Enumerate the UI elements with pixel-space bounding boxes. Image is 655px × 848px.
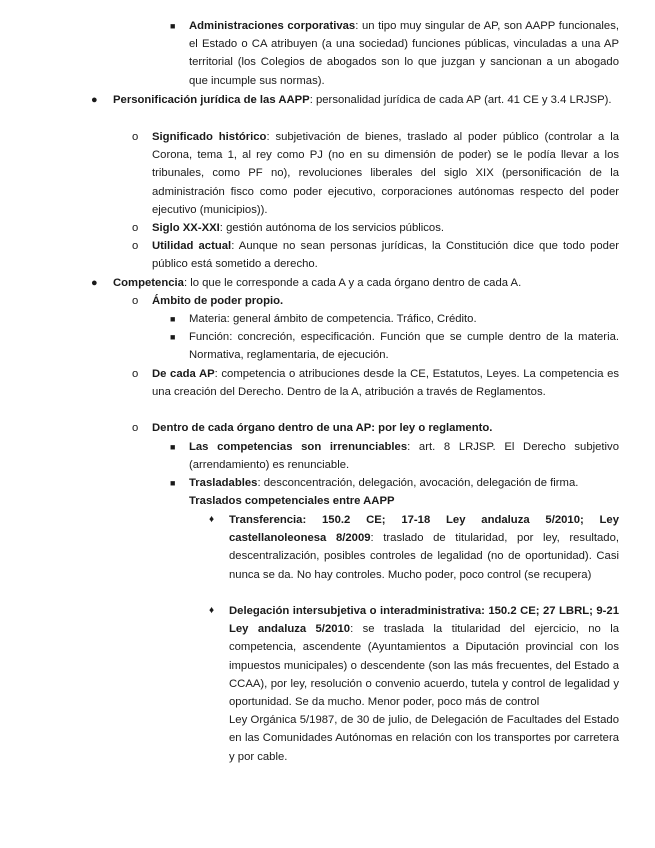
item-competencias-irrenunciables [189,438,619,474]
circle-bullet-icon: o [132,422,139,434]
item-ambito-poder-propio [152,292,619,310]
circle-bullet-icon: o [132,131,139,143]
item-text: : competencia o atribuciones desde la CE, Estatutos, Leyes. La competencia es una creación del Derecho. Dentro de la A, atribución a través de Reglamentos. [152,368,619,399]
item-text: : gestión autónoma de los servicios públicos. [219,222,444,234]
square-bullet-icon: ■ [170,478,176,488]
circle-bullet-icon: o [132,368,139,380]
item-text: : subjetivación de bienes, traslado al poder público (controlar a la Corona, tema 1, al rey como PJ (no en su dimensión de poder) se le podía llevar a los tribunales, como PF no), revoluciones liberales del siglo XIX (personificación de la administración fisco como poder ejecutivo, corporaciones autónomas respecto del poder ejecutivo (municipios)). [152,131,619,216]
disc-bullet-icon: ● [91,94,98,106]
circle-bullet-icon: o [132,222,139,234]
circle-bullet-icon: o [132,240,139,252]
item-lead: De cada AP [152,368,215,380]
item-lead: Ámbito de poder propio. [152,295,284,307]
item-lead: Trasladables [189,477,258,489]
item-de-cada-ap [152,365,619,401]
item-delegacion-intersubjetiva [229,602,619,766]
circle-bullet-icon: o [132,295,139,307]
item-text: : desconcentración, delegación, avocación, delegación de firma. [257,477,579,489]
item-lead: Dentro de cada órgano dentro de una AP: por ley o reglamento. [152,422,493,434]
item-lead: Siglo XX-XXI [152,222,220,234]
item-competencia [113,274,619,292]
item-lead: Transferencia: 150.2 CE; 17-18 Ley andaluza 5/2010; Ley castellanoleonesa 8/2009 [229,514,619,545]
item-lead: Administraciones corporativas [189,20,356,32]
item-text: : lo que le corresponde a cada A y a cada órgano dentro de cada A. [183,277,522,289]
item-trasladables [189,474,619,510]
traslados-heading: Traslados competenciales entre AAPP [189,495,395,508]
item-lead: Las competencias son irrenunciables [189,441,408,453]
diamond-bullet-icon: ♦ [209,605,215,616]
item-funcion [189,328,619,364]
item-utilidad-actual [152,237,619,273]
square-bullet-icon: ■ [170,332,176,342]
item-transferencia [229,511,619,584]
item-text: : personalidad jurídica de cada AP (art. 41 CE y 3.4 LRJSP). [309,94,612,106]
item-siglo-xx-xxi [152,219,619,237]
item-significado-historico [152,128,619,219]
item-text: : se traslada la titularidad del ejercicio, no la competencia, ascendente (Ayuntamientos a Diputación provincial con los impuestos municipales) o descendente (son las más frecuentes, del Estado a CCAA), por ley, resolución o convenio acuerdo, tutela y control de legalidad y oportunidad. Se da mucho. Menor poder, poco más de control [229,623,619,709]
item-text: Materia: general ámbito de competencia. Tráfico, Crédito. [189,313,477,325]
item-lead: Competencia [113,277,184,289]
ley-organica-note: Ley Orgánica 5/1987, de 30 de julio, de Delegación de Facultades del Estado en las Comunidades Autónomas en relación con los transportes por carretera y por cable. [229,714,619,763]
item-lead: Personificación jurídica de las AAPP [113,94,310,106]
item-materia [189,310,619,328]
item-personificacion-juridica [113,91,619,109]
item-text: : art. 8 LRJSP. El Derecho subjetivo (arrendamiento) es renunciable. [189,441,619,472]
item-text: : un tipo muy singular de AP, son AAPP funcionales, el Estado o CA atribuyen (a una sociedad) funciones públicas, vinculadas a una AP territorial (los Colegios de abogados son lo que juzgan y sancionan a un abogado que incumple sus normas). [189,20,619,87]
square-bullet-icon: ■ [170,314,176,324]
item-administraciones-corporativas [189,17,619,90]
item-text: : traslado de titularidad, por ley, resultado, descentralización, posibles controles de legalidad (no de oportunidad). Casi nunca se da. No hay controles. Mucho poder, poco control (se recupera) [229,532,619,581]
diamond-bullet-icon: ♦ [209,514,215,525]
item-dentro-de-cada-organo [152,419,619,437]
square-bullet-icon: ■ [170,442,176,452]
item-text: : Aunque no sean personas jurídicas, la Constitución dice que todo poder público está sometido a derecho. [152,240,619,271]
item-text: Función: concreción, especificación. Función que se cumple dentro de la materia. Normativa, reglamentaria, de ejecución. [189,331,619,362]
item-lead: Delegación intersubjetiva o interadministrativa: 150.2 CE; 27 LBRL; 9-21 Ley andaluza 5/2010 [229,605,619,636]
square-bullet-icon: ■ [170,21,176,31]
item-lead: Significado histórico [152,131,267,143]
disc-bullet-icon: ● [91,277,98,289]
item-lead: Utilidad actual [152,240,232,252]
